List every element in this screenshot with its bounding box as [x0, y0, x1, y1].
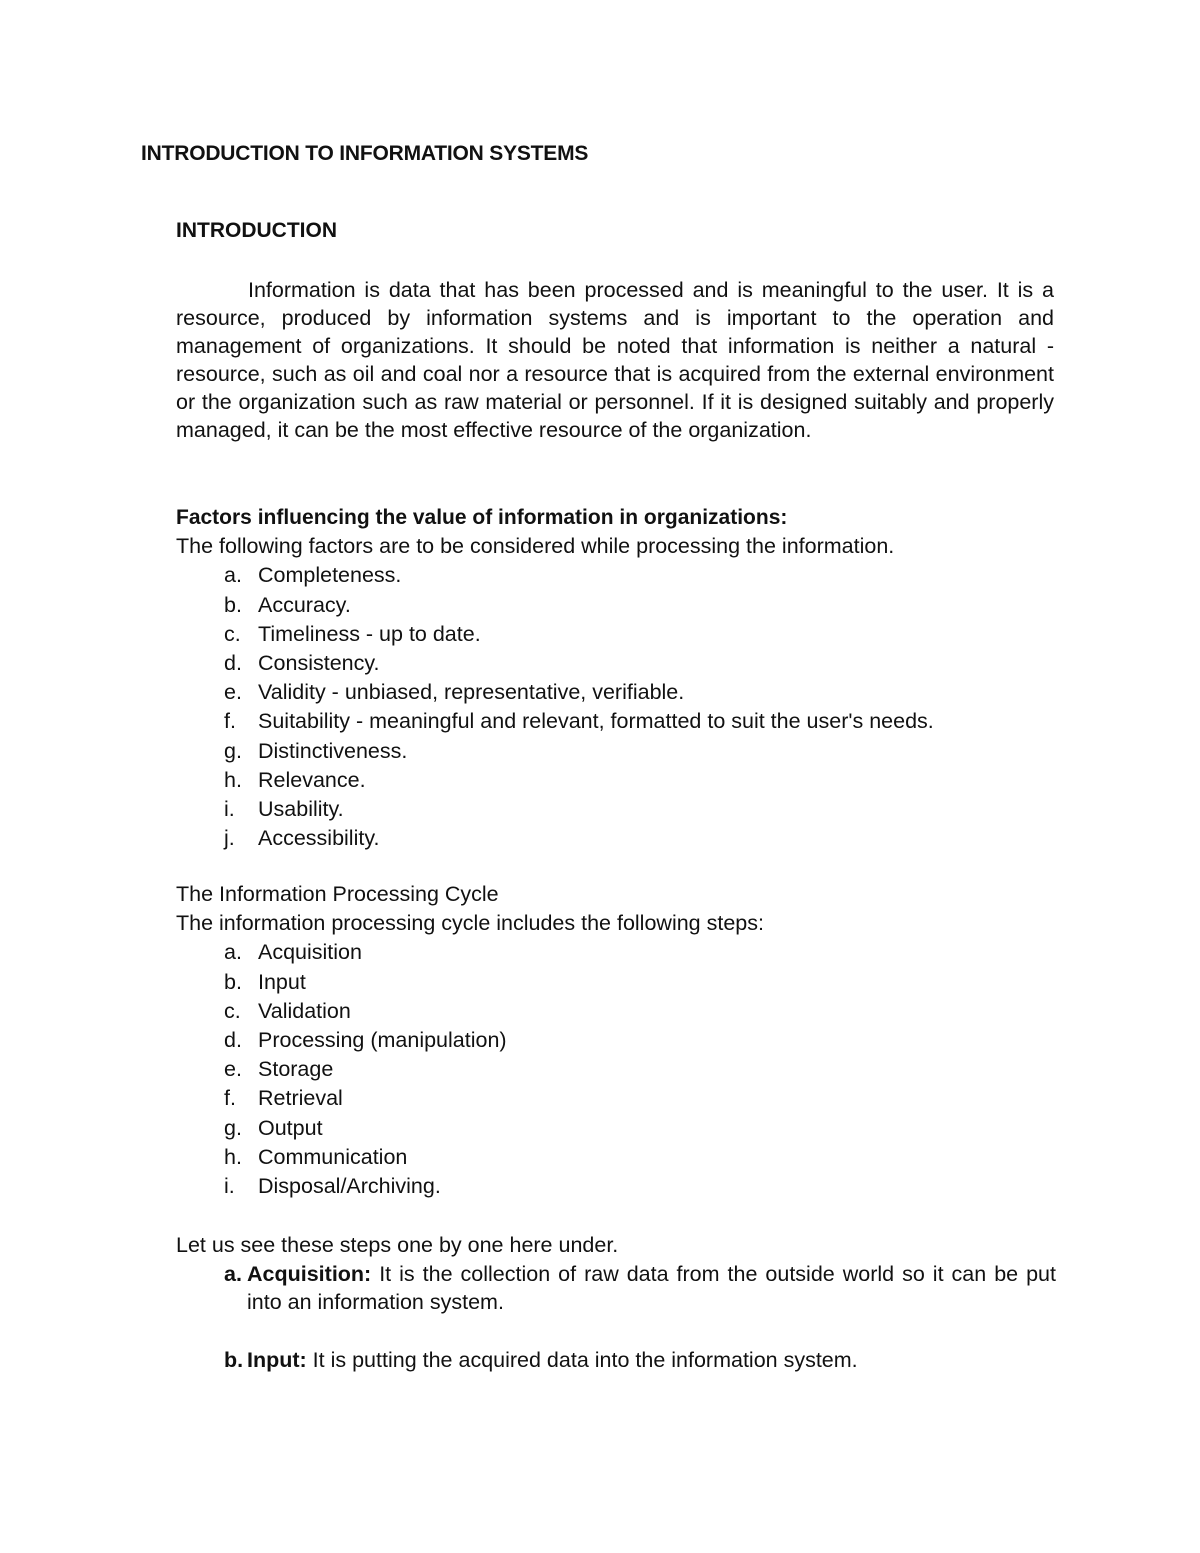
- intro-paragraph: Information is data that has been processed and is meaningful to the user. It is a resource, produced by information systems and is important to the operation and management of organizations. It should be noted that information is neither a natural -resource, such as oil and coal nor a resource that is acquired from the external environment or the organization such as raw material or personnel. If it is designed suitably and properly managed, it can be the most effective resource of the organization.: [176, 278, 1054, 442]
- list-item-text: Relevance.: [258, 767, 366, 792]
- list-item: [176, 737, 1056, 766]
- list-item-text: Acquisition: [258, 940, 362, 965]
- list-item: [176, 968, 1056, 997]
- processing-cycle-heading: The Information Processing Cycle: [176, 882, 499, 906]
- list-item-text: Completeness.: [258, 563, 402, 588]
- list-item: [176, 649, 1056, 678]
- list-item-text: Validity - unbiased, representative, verifiable.: [258, 680, 685, 705]
- processing-cycle-list: [176, 938, 1056, 1201]
- list-marker: g.: [224, 1115, 242, 1140]
- list-marker: a.: [224, 940, 242, 965]
- list-marker: f.: [224, 1086, 236, 1111]
- step-term: Acquisition:: [247, 1261, 372, 1286]
- spacer: [176, 1317, 1056, 1346]
- list-marker: h.: [224, 767, 242, 792]
- list-item-text: Retrieval: [258, 1086, 343, 1111]
- list-item-text: Consistency.: [258, 651, 380, 676]
- list-marker: b.: [224, 592, 242, 617]
- list-marker: g.: [224, 738, 242, 763]
- list-marker: f.: [224, 709, 236, 734]
- list-marker: b.: [224, 969, 242, 994]
- list-item: [176, 1084, 1056, 1113]
- list-marker: j.: [224, 826, 235, 851]
- step-description: It is the collection of raw data from the outside world so it can be put into an information system.: [247, 1261, 1056, 1314]
- list-item-text: Accuracy.: [258, 592, 351, 617]
- list-item-text: Processing (manipulation): [258, 1028, 507, 1053]
- list-item: [176, 1114, 1056, 1143]
- factors-section: [176, 503, 1056, 853]
- list-marker: d.: [224, 651, 242, 676]
- list-item: [176, 997, 1056, 1026]
- factors-heading: Factors influencing the value of information in organizations:: [176, 506, 788, 529]
- list-marker: a.: [224, 563, 242, 588]
- factors-lead: The following factors are to be considered while processing the information.: [176, 534, 895, 559]
- step-description: It is putting the acquired data into the information system.: [306, 1347, 858, 1372]
- list-marker: c.: [224, 998, 241, 1023]
- list-item: [176, 591, 1056, 620]
- step-marker: b.: [224, 1347, 244, 1372]
- list-item-text: Suitability - meaningful and relevant, formatted to suit the user's needs.: [258, 709, 934, 734]
- list-item: [176, 938, 1056, 967]
- steps-lead: Let us see these steps one by one here under.: [176, 1233, 619, 1257]
- list-item: [176, 795, 1056, 824]
- list-item: [176, 824, 1056, 853]
- list-item: [176, 1143, 1056, 1172]
- list-item: [176, 620, 1056, 649]
- section-heading-introduction: INTRODUCTION: [176, 219, 337, 242]
- list-item: [176, 1055, 1056, 1084]
- list-item-text: Timeliness - up to date.: [258, 621, 481, 646]
- processing-cycle-section: [176, 880, 1056, 1201]
- document-title: INTRODUCTION TO INFORMATION SYSTEMS: [141, 142, 589, 165]
- processing-cycle-lead: The information processing cycle includes the following steps:: [176, 911, 764, 936]
- factors-list: [176, 561, 1056, 853]
- list-marker: d.: [224, 1028, 242, 1053]
- list-marker: i.: [224, 1174, 235, 1199]
- list-item: [176, 561, 1056, 590]
- step-term: Input:: [247, 1347, 307, 1372]
- list-item-text: Distinctiveness.: [258, 738, 408, 763]
- list-item: [176, 766, 1056, 795]
- list-marker: h.: [224, 1144, 242, 1169]
- list-item-text: Accessibility.: [258, 826, 380, 851]
- steps-detail-section: [176, 1231, 1056, 1374]
- list-item: [176, 1172, 1056, 1201]
- list-marker: e.: [224, 1057, 242, 1082]
- list-marker: i.: [224, 797, 235, 822]
- step-item-input: [176, 1346, 1056, 1375]
- list-item: [176, 1026, 1056, 1055]
- list-item-text: Disposal/Archiving.: [258, 1174, 441, 1199]
- list-item-text: Output: [258, 1115, 323, 1140]
- list-item-text: Communication: [258, 1144, 408, 1169]
- list-item-text: Input: [258, 969, 306, 994]
- step-marker: a.: [224, 1261, 242, 1286]
- step-item-acquisition: [176, 1260, 1056, 1317]
- list-item-text: Validation: [258, 998, 351, 1023]
- list-item: [176, 678, 1056, 707]
- list-item-text: Usability.: [258, 797, 344, 822]
- list-marker: c.: [224, 621, 241, 646]
- list-item: [176, 707, 1056, 736]
- list-marker: e.: [224, 680, 242, 705]
- list-item-text: Storage: [258, 1057, 334, 1082]
